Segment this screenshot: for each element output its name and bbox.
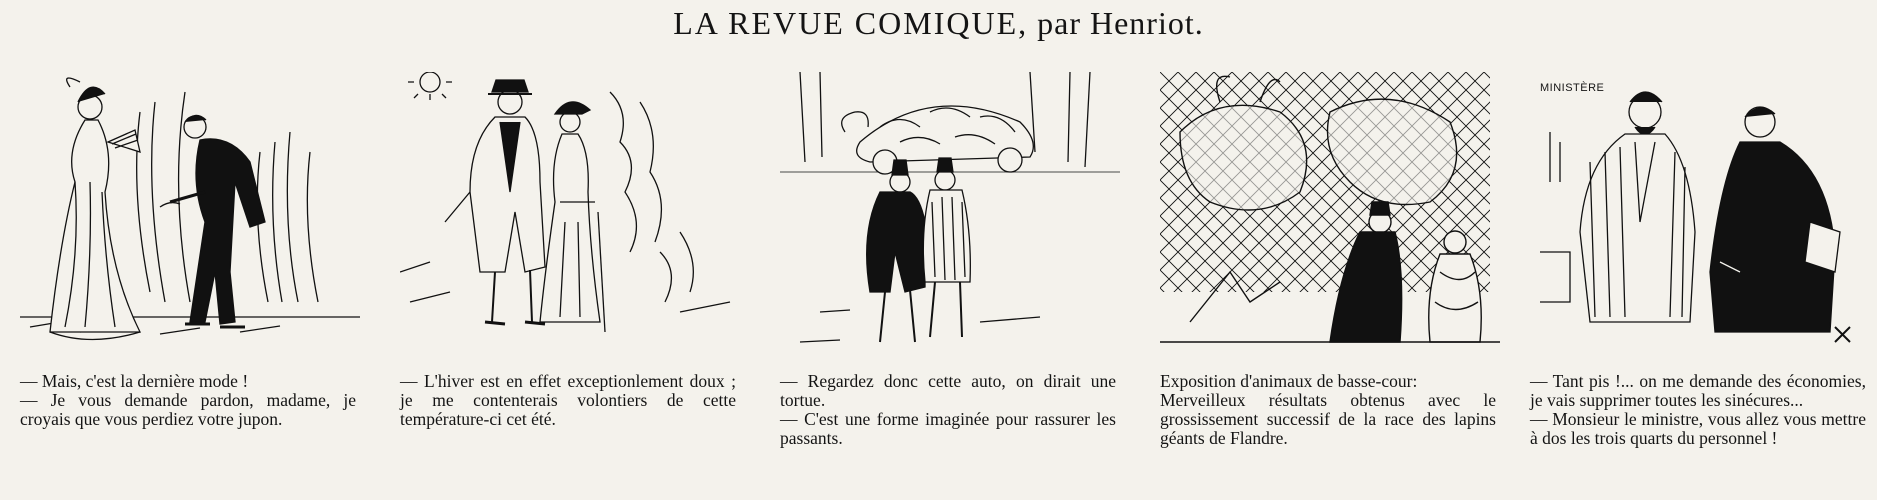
panel-1-caption — [20, 372, 356, 429]
caption-line: — Regardez donc cette auto, on dirait une tortue. — [780, 371, 1116, 410]
panel-1-illustration — [20, 72, 360, 362]
comic-panel-3 — [780, 72, 1120, 492]
comic-panel-2 — [400, 72, 740, 492]
comic-strip — [20, 72, 1870, 492]
panel-5-drawing — [1530, 72, 1870, 362]
comic-panel-4 — [1160, 72, 1500, 492]
comic-panel-5 — [1530, 72, 1870, 492]
panel-4-illustration — [1160, 72, 1500, 362]
panel-2-caption — [400, 372, 736, 429]
caption-line: — L'hiver est en effet exceptionlement doux ; je me contenterais volontiers de cette température-ci cet été. — [400, 371, 736, 429]
panel-4-caption — [1160, 372, 1496, 448]
panel-5-caption — [1530, 372, 1866, 448]
title-author: par Henriot. — [1037, 5, 1204, 41]
panel-5-illustration — [1530, 72, 1870, 362]
panel-1-drawing — [20, 72, 360, 362]
ministere-sign: MINISTÈRE — [1540, 82, 1605, 94]
caption-line: — Je vous demande pardon, madame, je croyais que vous perdiez votre jupon. — [20, 390, 356, 429]
caption-line: — C'est une forme imaginée pour rassurer les passants. — [780, 409, 1116, 448]
panel-2-drawing — [400, 72, 740, 362]
caption-line: — Mais, c'est la dernière mode ! — [20, 371, 249, 391]
caption-line: Merveilleux résultats obtenus avec le grossissement successif de la race des lapins géants de Flandre. — [1160, 390, 1496, 448]
caption-line: — Tant pis !... on me demande des économies, je vais supprimer toutes les sinécures... — [1530, 371, 1866, 410]
panel-4-drawing — [1160, 72, 1500, 362]
caption-line: Exposition d'animaux de basse-cour: — [1160, 371, 1418, 391]
panel-3-illustration — [780, 72, 1120, 362]
comic-panel-1 — [20, 72, 360, 492]
title-main: LA REVUE COMIQUE, — [673, 5, 1029, 41]
page-title — [0, 4, 1877, 42]
panel-3-drawing — [780, 72, 1120, 362]
panel-2-illustration — [400, 72, 740, 362]
panel-3-caption — [780, 372, 1116, 448]
caption-line: — Monsieur le ministre, vous allez vous mettre à dos les trois quarts du personnel ! — [1530, 409, 1866, 448]
